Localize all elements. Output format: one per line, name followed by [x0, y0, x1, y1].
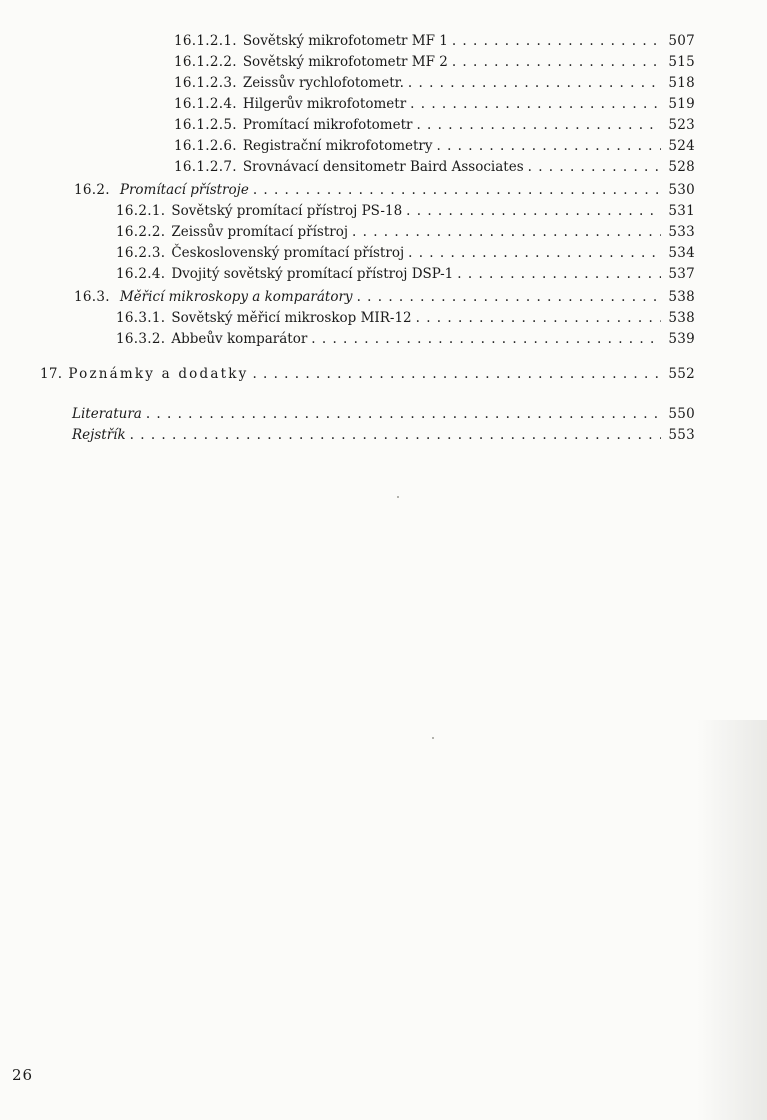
entry-page: 528: [668, 159, 695, 175]
toc-backmatter: [72, 406, 695, 423]
dot-leader: [448, 54, 661, 71]
entry-page: 550: [668, 406, 695, 422]
entry-number: 16.1.2.1.: [174, 33, 237, 49]
toc-entry: [116, 203, 695, 220]
entry-title: Literatura: [72, 406, 142, 422]
entry-title: Abbeův komparátor: [171, 331, 308, 347]
paper-speck: [432, 737, 434, 739]
entry-page: 538: [668, 310, 695, 326]
toc-section: [74, 289, 695, 306]
toc-chapter: [40, 366, 695, 383]
toc-section: [74, 182, 695, 199]
dot-leader: [249, 182, 661, 199]
toc-entry: [174, 75, 695, 92]
toc-entry: [116, 245, 695, 262]
dot-leader: [353, 289, 661, 306]
dot-leader: [404, 75, 661, 92]
entry-page: 552: [668, 366, 695, 382]
dot-leader: [404, 245, 661, 262]
paper-speck: [397, 496, 399, 498]
entry-number: 16.1.2.5.: [174, 117, 237, 133]
dot-leader: [412, 117, 661, 134]
entry-page: 524: [668, 138, 695, 154]
toc-entry: [174, 117, 695, 134]
entry-page: 507: [668, 33, 695, 49]
entry-page: 538: [668, 289, 695, 305]
entry-number: 16.1.2.7.: [174, 159, 237, 175]
toc-entry: [174, 159, 695, 176]
toc-entry: [116, 331, 695, 348]
entry-number: 16.3.: [74, 289, 110, 305]
entry-title: Sovětský měřicí mikroskop MIR-12: [171, 310, 412, 326]
entry-number: 16.1.2.3.: [174, 75, 237, 91]
entry-number: 16.1.2.4.: [174, 96, 237, 112]
entry-number: 16.2.3.: [116, 245, 166, 261]
toc-entry: [174, 96, 695, 113]
entry-title: Promítací přístroje: [119, 182, 249, 198]
entry-page: 523: [668, 117, 695, 133]
entry-number: 16.2.1.: [116, 203, 166, 219]
toc-entry: [174, 138, 695, 155]
dot-leader: [412, 310, 661, 327]
toc-entry: [174, 33, 695, 50]
dot-leader: [406, 96, 661, 113]
entry-title: Promítací mikrofotometr: [242, 117, 413, 133]
entry-title: Zeissův promítací přístroj: [171, 224, 349, 240]
entry-title: Sovětský mikrofotometr MF 2: [242, 54, 448, 70]
toc-entry: [116, 310, 695, 327]
entry-title: Srovnávací densitometr Baird Associates: [242, 159, 524, 175]
dot-leader: [524, 159, 661, 176]
dot-leader: [126, 427, 661, 444]
paper-edge-shadow: [697, 720, 767, 1120]
toc-entry: [116, 266, 695, 283]
entry-number: 16.2.2.: [116, 224, 166, 240]
entry-number: 16.3.1.: [116, 310, 166, 326]
entry-title: Československý promítací přístroj: [171, 245, 405, 261]
entry-page: 518: [668, 75, 695, 91]
entry-title: Zeissův rychlofotometr.: [242, 75, 404, 91]
entry-number: 16.2.: [74, 182, 110, 198]
page-number: 26: [12, 1066, 34, 1084]
entry-page: 531: [668, 203, 695, 219]
dot-leader: [248, 366, 661, 383]
entry-title: Poznámky a dodatky: [68, 366, 249, 382]
entry-title: Sovětský promítací přístroj PS-18: [171, 203, 403, 219]
toc-entry: [174, 54, 695, 71]
entry-page: 533: [668, 224, 695, 240]
dot-leader: [348, 224, 661, 241]
entry-number: 17.: [40, 366, 63, 382]
entry-title: Sovětský mikrofotometr MF 1: [242, 33, 448, 49]
entry-title: Rejstřík: [72, 427, 126, 443]
entry-title: Dvojitý sovětský promítací přístroj DSP-1: [171, 266, 454, 282]
entry-page: 539: [668, 331, 695, 347]
entry-title: Měřicí mikroskopy a komparátory: [119, 289, 353, 305]
entry-page: 530: [668, 182, 695, 198]
entry-page: 519: [668, 96, 695, 112]
entry-number: 16.3.2.: [116, 331, 166, 347]
dot-leader: [142, 406, 661, 423]
dot-leader: [402, 203, 661, 220]
entry-title: Registrační mikrofotometry: [242, 138, 433, 154]
toc-backmatter: [72, 427, 695, 444]
dot-leader: [307, 331, 661, 348]
entry-page: 553: [668, 427, 695, 443]
entry-number: 16.2.4.: [116, 266, 166, 282]
entry-page: 515: [668, 54, 695, 70]
dot-leader: [433, 138, 662, 155]
toc-entry: [116, 224, 695, 241]
entry-page: 537: [668, 266, 695, 282]
entry-number: 16.1.2.2.: [174, 54, 237, 70]
entry-title: Hilgerův mikrofotometr: [242, 96, 407, 112]
dot-leader: [448, 33, 661, 50]
dot-leader: [453, 266, 661, 283]
entry-page: 534: [668, 245, 695, 261]
entry-number: 16.1.2.6.: [174, 138, 237, 154]
